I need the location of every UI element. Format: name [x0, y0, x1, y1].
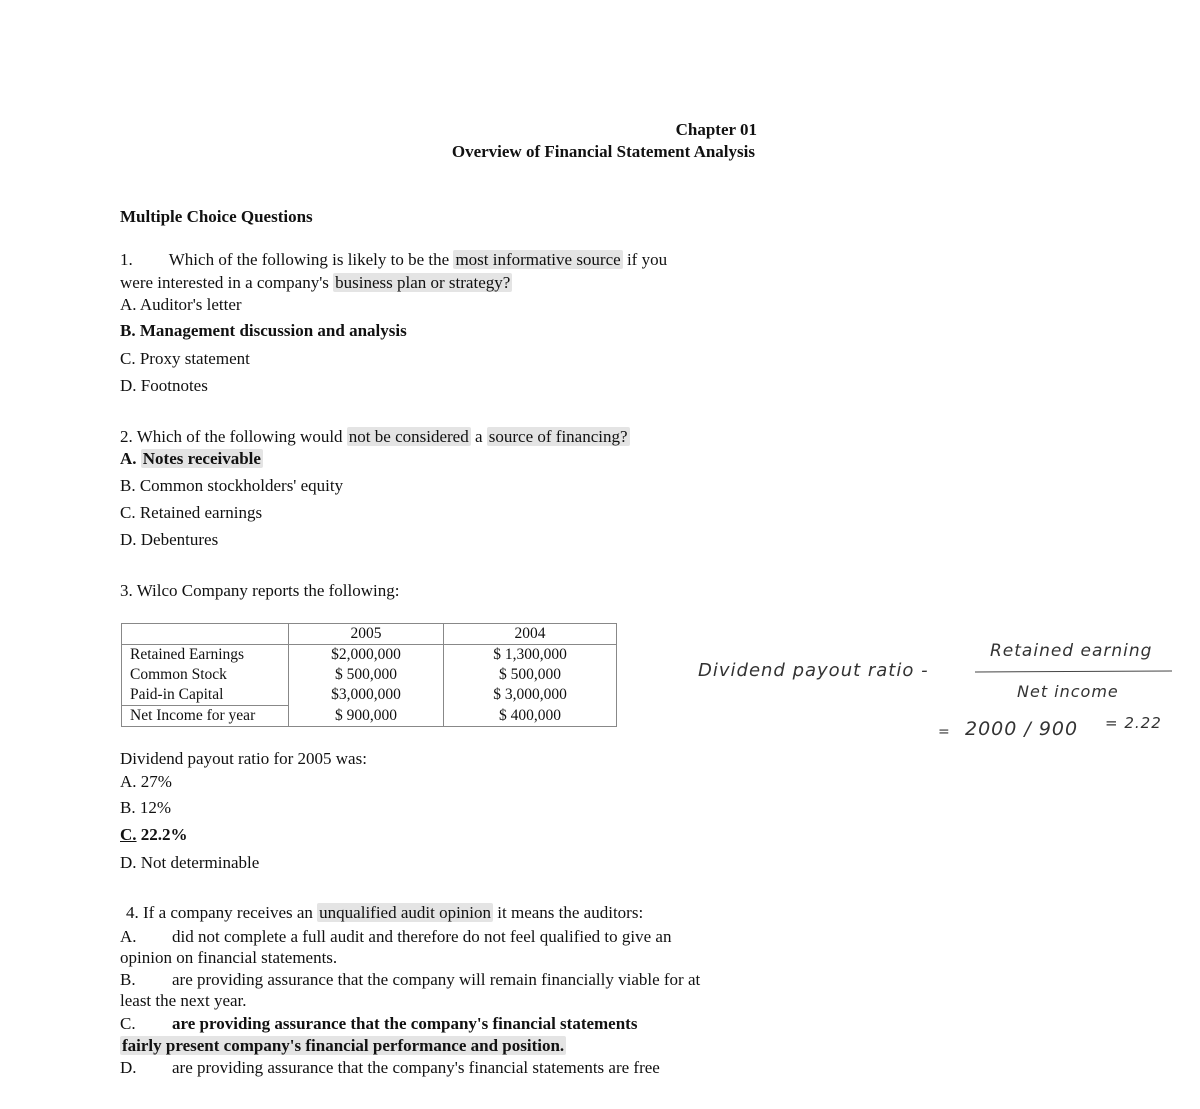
option-letter: A. — [120, 449, 137, 468]
highlight: Notes receivable — [142, 449, 261, 468]
table-cell: $ 3,000,000 — [444, 685, 617, 706]
option-a: A. 27% — [120, 772, 172, 791]
handwritten-numerator: Retained earning — [990, 641, 1153, 661]
table-cell: Net Income for year — [122, 706, 289, 727]
table-cell: $ 400,000 — [444, 706, 617, 727]
table-cell: $2,000,000 — [289, 645, 444, 666]
option-letter: A. — [120, 927, 137, 946]
question-1-line-2 — [120, 273, 512, 293]
option-letter: B. — [120, 970, 136, 989]
option-text: did not complete a full audit and therefore do not feel qualified to give an — [172, 927, 672, 946]
option-b: B. 12% — [120, 798, 171, 817]
question-text: it means the auditors: — [497, 903, 644, 922]
option-letter: C. — [120, 825, 137, 844]
question-3-stem: 3. Wilco Company reports the following: — [120, 581, 400, 600]
table-cell: $ 900,000 — [289, 706, 444, 727]
question-4-stem — [126, 903, 643, 923]
option-text: are providing assurance that the company's financial statements — [172, 1014, 638, 1033]
table-header-cell: 2005 — [289, 624, 444, 645]
table-row — [122, 706, 617, 727]
option-b — [120, 970, 700, 990]
handwritten-equals: = — [938, 724, 951, 740]
question-text: 2. Which of the following would — [120, 427, 343, 446]
option-d — [120, 1058, 660, 1078]
table-header-row — [122, 624, 617, 645]
option-b-answer: B. Management discussion and analysis — [120, 321, 407, 340]
handwritten-result: = 2.22 — [1105, 714, 1162, 732]
table-cell: Common Stock — [122, 665, 289, 685]
table-cell: $ 500,000 — [444, 665, 617, 685]
table-row — [122, 645, 617, 666]
option-letter: D. — [120, 1058, 137, 1077]
option-b-continued: least the next year. — [120, 991, 247, 1010]
option-d: D. Debentures — [120, 530, 219, 549]
option-a-answer — [120, 449, 263, 469]
option-text: 22.2% — [136, 825, 188, 844]
question-text: Which of the following is likely to be the — [168, 250, 450, 269]
option-c-continued — [120, 1036, 566, 1056]
option-a — [120, 927, 671, 947]
highlight: source of financing? — [488, 427, 628, 446]
option-a: A. Auditor's letter — [120, 295, 242, 314]
option-b: B. Common stockholders' equity — [120, 476, 344, 495]
table-cell: $3,000,000 — [289, 685, 444, 706]
question-2-stem — [120, 427, 630, 447]
highlight: fairly present company's financial performance and position. — [122, 1036, 565, 1055]
highlight: unqualified audit opinion — [319, 903, 492, 922]
option-d: D. Not determinable — [120, 853, 260, 872]
option-c: C. Proxy statement — [120, 349, 250, 368]
option-text: are providing assurance that the company's financial statements are free — [172, 1058, 660, 1077]
question-1-line-1 — [120, 250, 667, 270]
option-d: D. Footnotes — [120, 376, 208, 395]
highlight: business plan or strategy? — [335, 273, 511, 292]
handwritten-calc: 2000 / 900 — [965, 718, 1079, 740]
highlight: most informative source — [455, 250, 621, 269]
question-3-text: Dividend payout ratio for 2005 was: — [120, 749, 367, 768]
option-letter: C. — [120, 1014, 136, 1033]
question-text: were interested in a company's — [120, 273, 329, 292]
table-header-cell: 2004 — [444, 624, 617, 645]
option-a-continued: opinion on financial statements. — [120, 948, 338, 967]
table-cell: $ 500,000 — [289, 665, 444, 685]
option-text: are providing assurance that the company will remain financially viable for at — [172, 970, 701, 989]
financial-table — [121, 623, 617, 727]
option-c: C. Retained earnings — [120, 503, 263, 522]
handwritten-lhs: Dividend payout ratio - — [698, 660, 929, 681]
highlight: not be considered — [348, 427, 469, 446]
option-c-answer — [120, 1014, 637, 1034]
section-title: Multiple Choice Questions — [120, 207, 313, 226]
page-title: Overview of Financial Statement Analysis — [451, 142, 755, 161]
question-number: 1. — [120, 250, 133, 269]
option-c-answer — [120, 825, 188, 845]
question-text: if you — [626, 250, 668, 269]
table-header-cell — [122, 624, 289, 645]
table-row — [122, 665, 617, 685]
table-cell: $ 1,300,000 — [444, 645, 617, 666]
question-text: 4. If a company receives an — [126, 903, 313, 922]
table-cell: Paid-in Capital — [122, 685, 289, 706]
question-text: a — [474, 427, 483, 446]
table-cell: Retained Earnings — [122, 645, 289, 666]
handwritten-denominator: Net income — [1017, 682, 1119, 701]
table-row — [122, 685, 617, 706]
chapter-title: Chapter 01 — [675, 120, 757, 139]
